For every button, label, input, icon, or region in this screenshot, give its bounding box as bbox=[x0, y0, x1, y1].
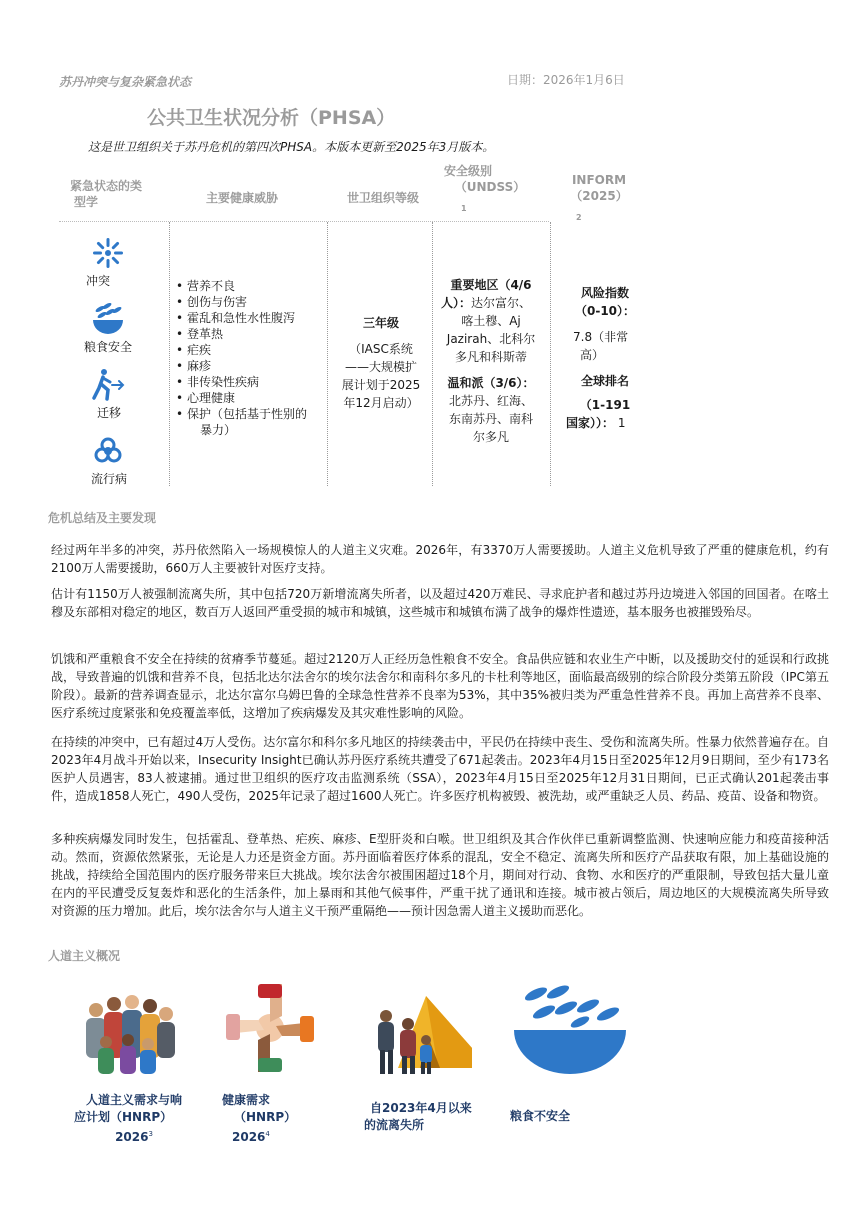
health-needs-label: 健康需求 （HNRP） 2026$^4$ bbox=[222, 1093, 297, 1144]
grade-note: 展计划于2025 bbox=[341, 378, 421, 392]
type-food-security bbox=[68, 300, 148, 338]
list-item: • 霍乱和急性水性腹泻 bbox=[176, 310, 307, 326]
conflict-icon bbox=[91, 236, 125, 270]
type-label: 流行病 bbox=[91, 472, 128, 486]
list-item: • 心理健康 bbox=[176, 390, 307, 406]
grade-note: ——大规模扩 bbox=[344, 360, 417, 374]
type-migration bbox=[68, 368, 148, 404]
threats-list bbox=[176, 278, 307, 438]
list-item: • 麻疹 bbox=[176, 358, 307, 374]
humanitarian-section-title: 人道主义概况 bbox=[48, 949, 121, 963]
column-divider bbox=[432, 222, 433, 486]
crisis-paragraph: 多种疾病爆发同时发生，包括霍乱、登革热、疟疾、麻疹、E型肝炎和白喉。世卫组织及其合作伙伴已重新调整监测、快速响应能力和疫苗接种活动。然而，资源依然紧张，无论是人力还是资金方面。苏丹面临着医疗体系的混乱，安全不稳定、流离失所和医疗产品获取有限，加上基础设施的挑战，持续给全国范围内的医疗服务带来巨大挑战。埃尔法舍尔被围困超过18个月，期间对行动、食物、水和医疗的严重限制，导致包括大量儿童在内的平民遭受反复轰炸和恶化的生活条件，加上暴雨和其他气候事件，严重干扰了通讯和连接。城市被占领后，周边地区的大规模流离失所导致对资源的压力增加。此后，埃尔法舍尔与人道主义干预严重隔绝——预计因急需人道主义援助而恶化。 bbox=[51, 832, 829, 918]
document-date: 日期：2026年1月6日 bbox=[507, 73, 625, 87]
list-item: • 保护（包括基于性别的 bbox=[176, 406, 307, 422]
displacement-label: 自2023年4月以来 的流离失所 bbox=[364, 1101, 472, 1132]
document-intro: 这是世卫组织关于苏丹危机的第四次PHSA。本版本更新至2025年3月版本。 bbox=[88, 140, 495, 154]
grade-note: （IASC系统 bbox=[349, 342, 413, 356]
grade-note: 年12月启动） bbox=[343, 396, 419, 410]
column-divider bbox=[169, 222, 170, 486]
document-title: 公共卫生状况分析（PHSA） bbox=[147, 107, 396, 129]
crisis-paragraph: 在持续的冲突中，已有超过4万人受伤。达尔富尔和科尔多凡地区的持续袭击中，平民仍在持续中丧生、受伤和流离失所。性暴力依然普遍存在。自2023年4月战斗开始以来，Insecurity Insight已确认苏丹医疗系统共遭受了671起袭击。2023年4月15日至2025年12月9日期间，至少有173名医护人员遇害，83人被逮捕。通过世卫组织的医疗攻击监测系统（SSA），2023年4月15日至2025年12月31日期间，已正式确认201起袭击事件，造成1858人死亡，490人受伤，2025年记录了超过1600人死亡。许多医疗机构被毁、被洗劫，或严重缺乏人员、药品、疫苗、设备和物资。 bbox=[51, 735, 829, 803]
column-divider bbox=[327, 222, 328, 486]
header-security-level: 安全级别 （UNDSS） 1 bbox=[444, 164, 526, 213]
food-security-icon bbox=[90, 300, 126, 336]
list-item: • 疟疾 bbox=[176, 342, 307, 358]
header-main-threats: 主要健康威胁 bbox=[205, 191, 278, 205]
list-item: • 登革热 bbox=[176, 326, 307, 342]
hands-icon bbox=[224, 982, 316, 1074]
type-label: 迁移 bbox=[97, 406, 122, 420]
type-conflict bbox=[68, 236, 148, 272]
table-header-divider bbox=[59, 221, 549, 222]
document-kicker: 苏丹冲突与复杂紧急状态 bbox=[59, 75, 192, 89]
type-label: 粮食安全 bbox=[84, 340, 133, 354]
crisis-paragraph: 估计有1150万人被强制流离失所，其中包括720万新增流离失所者，以及超过420万难民、寻求庇护者和越过苏丹边境进入邻国的回国者。在喀土穆及东部相对稳定的地区，数百万人返回严重受损的城市和城镇，这些城市和城镇布满了战争的爆炸性遗迹，基本服务也被摧毁殆尽。 bbox=[51, 587, 829, 619]
list-item: • 非传染性疾病 bbox=[176, 374, 307, 390]
who-grade bbox=[335, 314, 427, 412]
grade-level: 三年级 bbox=[362, 316, 399, 330]
column-divider bbox=[550, 222, 551, 486]
list-item: 暴力） bbox=[200, 423, 237, 437]
epidemic-icon bbox=[91, 434, 125, 468]
people-group-icon bbox=[82, 990, 178, 1078]
list-item: • 创伤与伤害 bbox=[176, 294, 307, 310]
type-label: 冲突 bbox=[86, 274, 111, 288]
hnrp-label: 人道主义需求与响 应计划（HNRP） 2026$^3$ bbox=[74, 1093, 182, 1144]
type-epidemic bbox=[68, 434, 148, 470]
migration-icon bbox=[90, 368, 126, 402]
crisis-paragraph: 饥饿和严重粮食不安全在持续的贫瘠季节蔓延。超过2120万人正经历急性粮食不安全。食品供应链和农业生产中断，以及援助交付的延误和行政挑战，导致普遍的饥饿和营养不良，包括北达尔法舍尔的埃尔法舍尔和南科尔多凡的卡杜利等地区，面临最高级别的综合阶段分类第五阶段（IPC第五阶段）。最新的营养调查显示，北达尔富尔乌姆巴鲁的全球急性营养不良率为53%，其中35%被归类为严重急性营养不良。再加上高营养不良率、医疗系统过度紧张和免疫覆盖率低，这增加了疾病爆发及其灾难性影响的风险。 bbox=[51, 652, 829, 720]
crisis-paragraph: 经过两年半多的冲突，苏丹依然陷入一场规模惊人的人道主义灾难。2026年，有3370万人需要援助。人道主义危机导致了严重的健康危机，约有2100万人需要援助，660万人主要被针对医疗支持。 bbox=[51, 543, 829, 575]
header-inform: INFORM （2025） 2 bbox=[570, 173, 628, 222]
list-item: • 营养不良 bbox=[176, 278, 307, 294]
crisis-section-title: 危机总结及主要发现 bbox=[48, 511, 157, 525]
header-emergency-type: 紧急状态的类 型学 bbox=[69, 179, 142, 209]
header-who-grade: 世卫组织等级 bbox=[346, 191, 419, 205]
food-insecurity-label: 粮食不安全 bbox=[510, 1109, 571, 1123]
grain-bowl-icon bbox=[508, 984, 632, 1076]
security-levels: 重要地区（4/6 人）：达尔富尔、 喀土穆、Aj Jazirah、北科尔 多凡和科斯蒂 温和派（3/6）： 北苏丹、红海、 东南苏丹、南科 尔多凡 bbox=[441, 278, 536, 444]
displaced-family-icon bbox=[368, 988, 474, 1080]
inform-index: 风险指数 （0-10）： 7.8（非常 高） 全球排名 （1-191 国家））： 1 bbox=[566, 286, 636, 430]
